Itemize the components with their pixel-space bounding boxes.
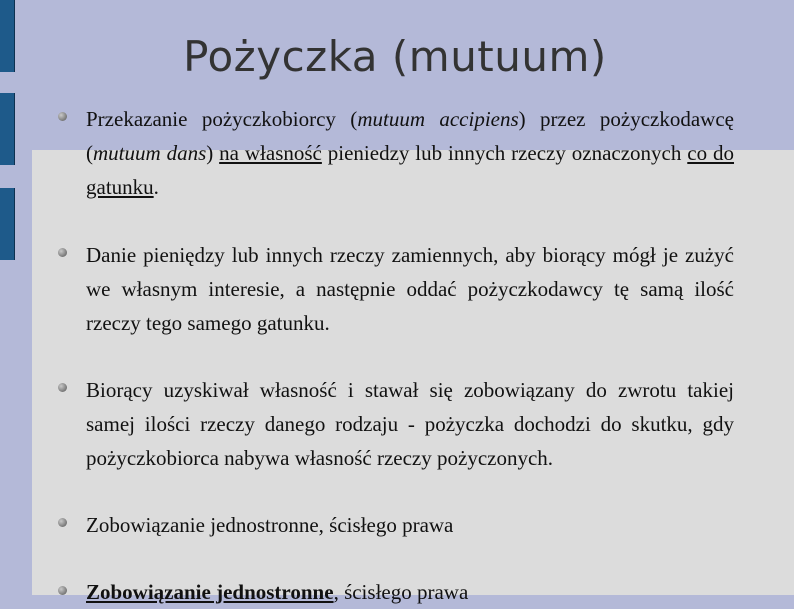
bullet-item: Danie pieniędzy lub innych rzeczy zamiennych, aby biorący mógł je zużyć we własnym interesie, a następnie oddać pożyczkodawcy tę samą ilość rzeczy tego samego gatunku. bbox=[86, 243, 734, 335]
bullet-item: Zobowiązanie jednostronne, ścisłego prawa bbox=[86, 513, 454, 537]
bullet-icon bbox=[58, 586, 67, 595]
bullet-icon bbox=[58, 112, 67, 121]
slide-title: Pożyczka (mutuum) bbox=[183, 32, 607, 81]
bullet-item: Biorący uzyskiwał własność i stawał się zobowiązany do zwrotu takiej samej ilości rzeczy danego rodzaju - pożyczka dochodzi do skutku, gdy pożyczkobiorca nabywa własność rzeczy pożyczonych. bbox=[86, 378, 734, 470]
bullet-item: Zobowiązanie jednostronne, ścisłego prawa bbox=[86, 580, 469, 604]
bullet-item: Przekazanie pożyczkobiorcy (mutuum accipiens) przez pożyczkodawcę (mutuum dans) na własność pieniedzy lub innych rzeczy oznaczonych co do gatunku. bbox=[86, 107, 735, 199]
bullet-icon bbox=[58, 248, 67, 257]
bullet-icon bbox=[58, 383, 67, 392]
bullet-icon bbox=[58, 518, 67, 527]
